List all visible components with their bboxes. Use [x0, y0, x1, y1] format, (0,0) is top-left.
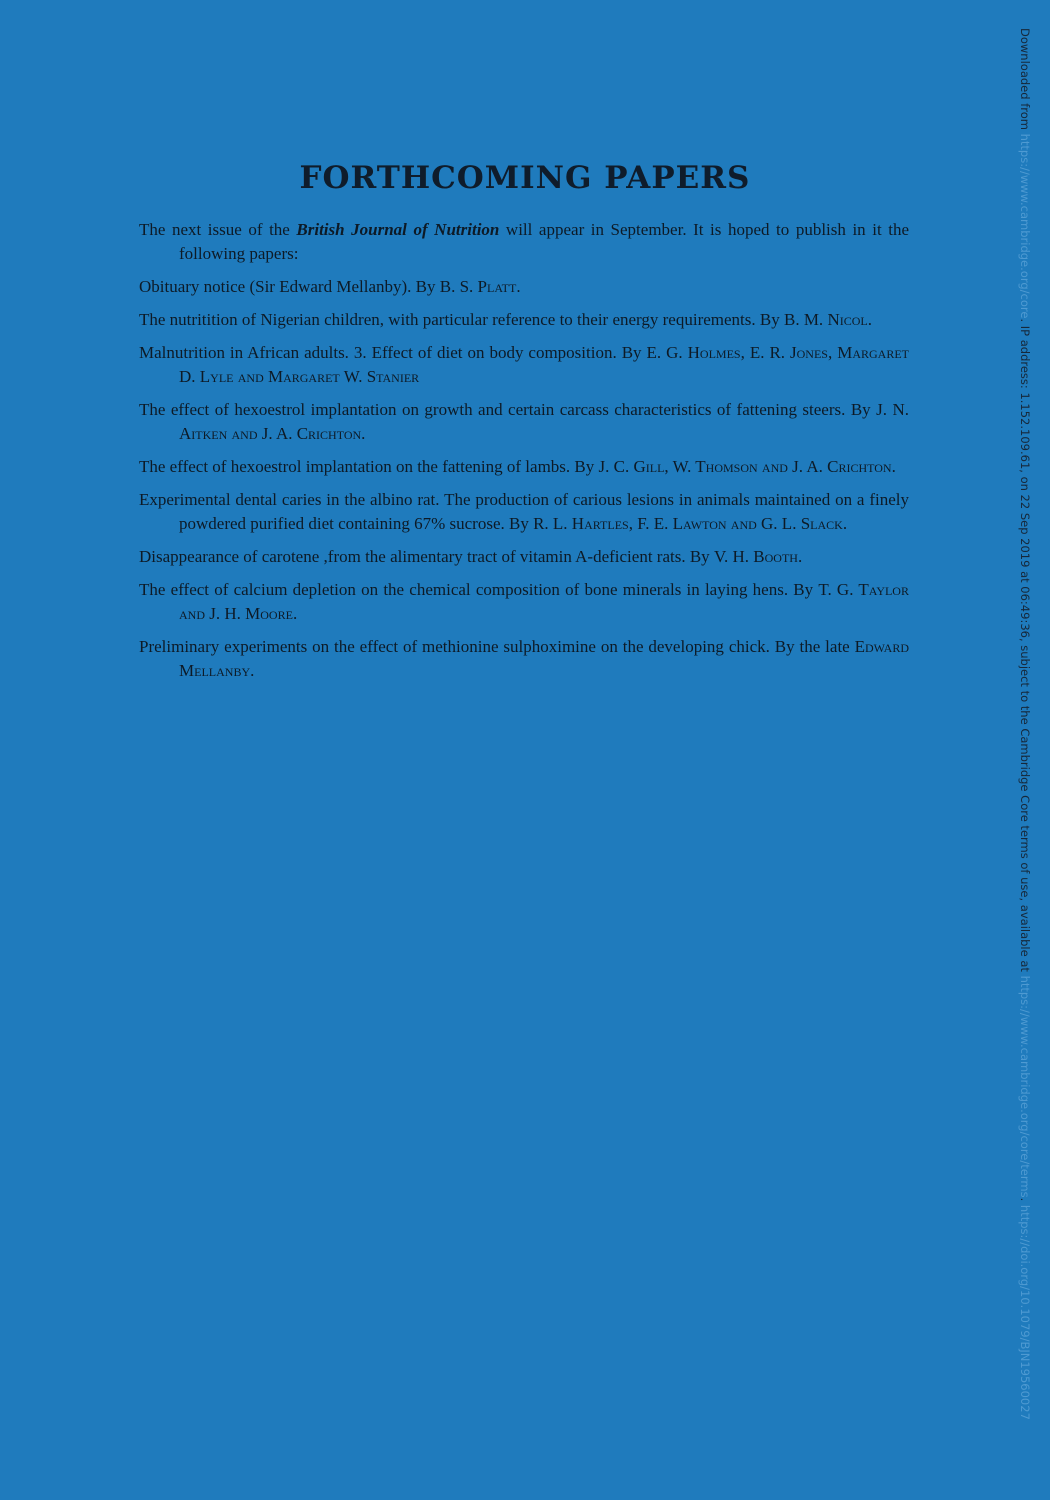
paper-authors: V. H. Booth: [713, 547, 798, 566]
download-notice-sidebar: [1012, 28, 1034, 1458]
download-prefix: Downloaded from: [1018, 28, 1032, 134]
paper-entry: [139, 545, 909, 569]
download-middle: . IP address: 1.152.109.61, on 22 Sep 2019 at 06:49:36, subject to the Cambridge Core terms of use, available at: [1018, 318, 1032, 976]
paper-tail: .: [516, 277, 521, 296]
paper-title: The effect of hexoestrol implantation on growth and certain carcass characteristics of fattening steers. By: [139, 400, 877, 419]
paper-tail: .: [842, 514, 848, 533]
paper-authors: T. G. Taylor and J. H. Moore: [179, 580, 909, 623]
paper-entry: [139, 488, 909, 536]
paper-tail: .: [891, 457, 896, 476]
paper-title: Preliminary experiments on the effect of methionine sulphoximine on the developing chick. By the late: [139, 637, 855, 656]
intro-paragraph: [139, 218, 909, 266]
paper-tail: .: [292, 604, 298, 623]
paper-authors: J. C. Gill, W. Thomson and J. A. Crichton: [598, 457, 892, 476]
paper-tail: .: [797, 547, 803, 566]
paper-entry: [139, 578, 909, 626]
doi-link[interactable]: https://doi.org/10.1079/BJN19560027: [1018, 1204, 1032, 1420]
papers-list: [139, 218, 909, 692]
paper-tail: .: [867, 310, 872, 329]
paper-authors: Edward Mellanby: [179, 637, 909, 680]
paper-entry: [139, 341, 909, 389]
cambridge-core-link[interactable]: https://www.cambridge.org/core: [1018, 133, 1032, 319]
paper-entry: [139, 308, 909, 332]
paper-title: The nutritition of Nigerian children, with particular reference to their energy requirements. By B. M.: [139, 310, 828, 329]
paper-title: The effect of calcium depletion on the chemical composition of bone minerals in laying hens. By: [139, 580, 819, 599]
paper-authors: Nicol: [827, 310, 868, 329]
download-notice: [1018, 28, 1032, 1420]
page-title: FORTHCOMING PAPERS: [299, 160, 751, 196]
journal-name: British Journal of Nutrition: [296, 220, 500, 239]
paper-entry: [139, 275, 909, 299]
paper-title: Disappearance of carotene ,from the alimentary tract of vitamin A-deficient rats. By: [139, 547, 714, 566]
paper-title: Malnutrition in African adults. 3. Effect of diet on body composition. By: [139, 343, 647, 362]
paper-entry: [139, 455, 909, 479]
paper-entry: [139, 635, 909, 683]
paper-title: The effect of hexoestrol implantation on the fattening of lambs. By: [139, 457, 599, 476]
terms-link[interactable]: https://www.cambridge.org/core/terms: [1018, 975, 1032, 1198]
intro-after: will appear in September. It is hoped to publish in it the following papers:: [179, 220, 909, 263]
paper-title: Obituary notice (Sir Edward Mellanby). By B. S.: [139, 277, 478, 296]
paper-authors: R. L. Hartles, F. E. Lawton and G. L. Slack: [533, 514, 843, 533]
paper-tail: .: [361, 424, 366, 443]
paper-authors: J. N. Aitken and J. A. Crichton: [179, 400, 909, 443]
paper-tail: .: [250, 661, 255, 680]
paper-authors: Platt: [477, 277, 517, 296]
paper-entry: [139, 398, 909, 446]
paper-title: Experimental dental caries in the albino rat. The production of carious lesions in animals maintained on a finely powdered purified diet containing 67% sucrose. By: [139, 490, 909, 533]
download-sep: .: [1018, 1197, 1032, 1205]
paper-authors: E. G. Holmes, E. R. Jones, Margaret D. Lyle and Margaret W. Stanier: [179, 343, 909, 386]
intro-before: The next issue of the: [139, 220, 297, 239]
